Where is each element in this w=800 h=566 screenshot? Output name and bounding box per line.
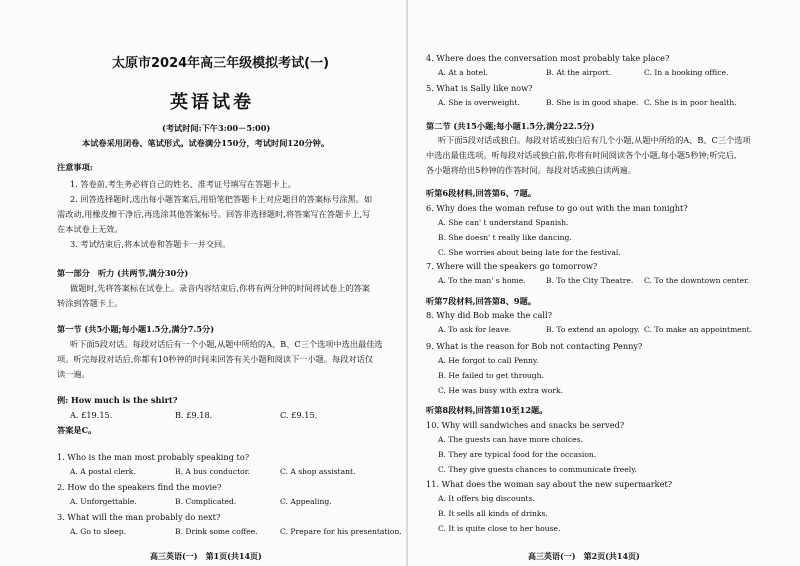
example-answer: 答案是C。 [57,425,97,435]
option: C. A shop assistant. [280,467,356,476]
example-option: A. £19.15. [70,410,113,420]
material-7-label: 听第7段材料,回答第8、9题。 [426,296,537,306]
question-4: 4. Where does the conversation most probably take place? [426,53,670,63]
section1-desc: 读一遍。 [57,369,90,379]
exam-info: 本试卷采用闭卷、笔试形式。试卷满分150分，考试时间120分钟。 [82,138,330,148]
section2-desc: 各小题将给出5秒钟的作答时间。每段对话或独白读两遍。 [426,165,636,175]
question-6: 6. Why does the woman refuse to go out with the man tonight? [426,203,688,213]
option: B. A bus conductor. [175,467,250,476]
part1-heading: 第一部分 听力 (共两节,满分30分) [57,268,189,278]
option: B. To extend an apology. [546,325,640,334]
part1-desc: 做题时,先将答案标在试卷上。录音内容结束后,你将有两分钟的时间将试卷上的答案 [70,283,370,293]
question-10: 10. Why will sandwiches and snacks be served? [426,420,625,430]
question-5: 5. What is Sally like now? [426,83,533,93]
question-7: 7. Where will the speakers go tomorrow? [426,261,598,271]
section1-heading: 第一节 (共5小题;每小题1.5分,满分7.5分) [57,324,215,334]
option: C. To make an appointment. [644,325,753,334]
section2-desc: 听下面5段对话或独白。每段对话或独白后有几个小题,从题中所给的A、B、C三个选项 [438,135,751,145]
question-1: 1. Who is the man most probably speaking to? [57,452,250,462]
option: A. At a hotel. [438,68,488,77]
question-8: 8. Why did Bob make the call? [426,310,552,320]
question-2: 2. How do the speakers find the movie? [57,482,222,492]
option: B. Complicated. [175,497,237,506]
option: B. She doesn' t really like dancing. [438,233,572,242]
notes-heading: 注意事项: [57,162,93,172]
exam-title: 太原市2024年高三年级模拟考试(一) [112,56,330,71]
option: A. It offers big discounts. [438,494,535,503]
option: C. He was busy with extra work. [438,386,563,395]
option: C. Appealing. [280,497,332,506]
example-question: 例: How much is the shirt? [57,395,178,405]
option: A. She is overweight. [438,98,520,107]
option: B. It sells all kinds of drinks. [438,509,548,518]
option: A. To ask for leave. [438,325,512,334]
part1-desc: 转涂到答题卡上。 [57,298,123,308]
note-line: 2. 回答选择题时,选出每小题答案后,用铅笔把答题卡上对应题目的答案标号涂黑。如 [70,194,373,204]
option: A. A postal clerk. [70,467,136,476]
subject-title: 英语试卷 [170,92,254,113]
note-line: 3. 考试结束后,将本试卷和答题卡一并交回。 [70,239,231,249]
option: C. It is quite close to her house. [438,524,561,533]
option: A. The guests can have more choices. [438,435,583,444]
question-11: 11. What does the woman say about the new supermarket? [426,479,673,489]
option: B. Drink some coffee. [175,527,258,536]
example-option: C. £9.15. [280,410,318,420]
question-9: 9. What is the reason for Bob not contacting Penny? [426,341,643,351]
page-footer: 高三英语(一) 第1页(共14页) [150,551,262,561]
page-footer: 高三英语(一) 第2页(共14页) [528,551,640,561]
exam-time: (考试时间:下午3:00－5:00) [162,123,271,133]
note-line: 在本试卷上无效。 [57,224,123,234]
note-line: 1. 答卷前,考生务必将自己的姓名、准考证号填写在答题卡上。 [70,179,296,189]
option: A. Unforgettable. [70,497,137,506]
example-option: B. £9.18. [175,410,213,420]
right-page [408,0,800,566]
option: A. Go to sleep. [70,527,126,536]
option: C. She worries about being late for the festival. [438,248,621,257]
option: C. To the downtown center. [644,276,750,285]
option: B. They are typical food for the occasion. [438,450,597,459]
option: C. In a booking office. [644,68,729,77]
option: C. They give guests chances to communicate freely. [438,465,637,474]
option: A. She can' t understand Spanish. [438,218,569,227]
section1-desc: 听下面5段对话。每段对话后有一个小题,从题中所给的A、B、C三个选项中选出最佳选 [70,339,383,349]
material-8-label: 听第8段材料,回答第10至12题。 [426,405,548,415]
section1-desc: 项。听完每段对话后,你都有10秒钟的时间来回答有关小题和阅读下一小题。每段对话仅 [57,354,373,364]
option: B. She is in good shape. [546,98,639,107]
section2-desc: 中选出最佳选项。听每段对话或独白前,你将有时间阅读各个小题,每小题5秒钟;听完后, [426,150,737,160]
option: B. To the City Theatre. [546,276,634,285]
section2-heading: 第二节 (共15小题;每小题1.5分,满分22.5分) [426,121,595,131]
option: A. To the man' s home. [438,276,526,285]
option: C. Prepare for his presentation. [280,527,402,536]
option: C. She is in poor health. [644,98,737,107]
question-3: 3. What will the man probably do next? [57,512,221,522]
option: B. He failed to get through. [438,371,544,380]
material-6-label: 听第6段材料,回答第6、7题。 [426,188,537,198]
option: A. He forgot to call Penny. [438,356,539,365]
option: B. At the airport. [546,68,612,77]
note-line: 需改动,用橡皮擦干净后,再选涂其他答案标号。回答非选择题时,将答案写在答题卡上,写 [57,209,371,219]
